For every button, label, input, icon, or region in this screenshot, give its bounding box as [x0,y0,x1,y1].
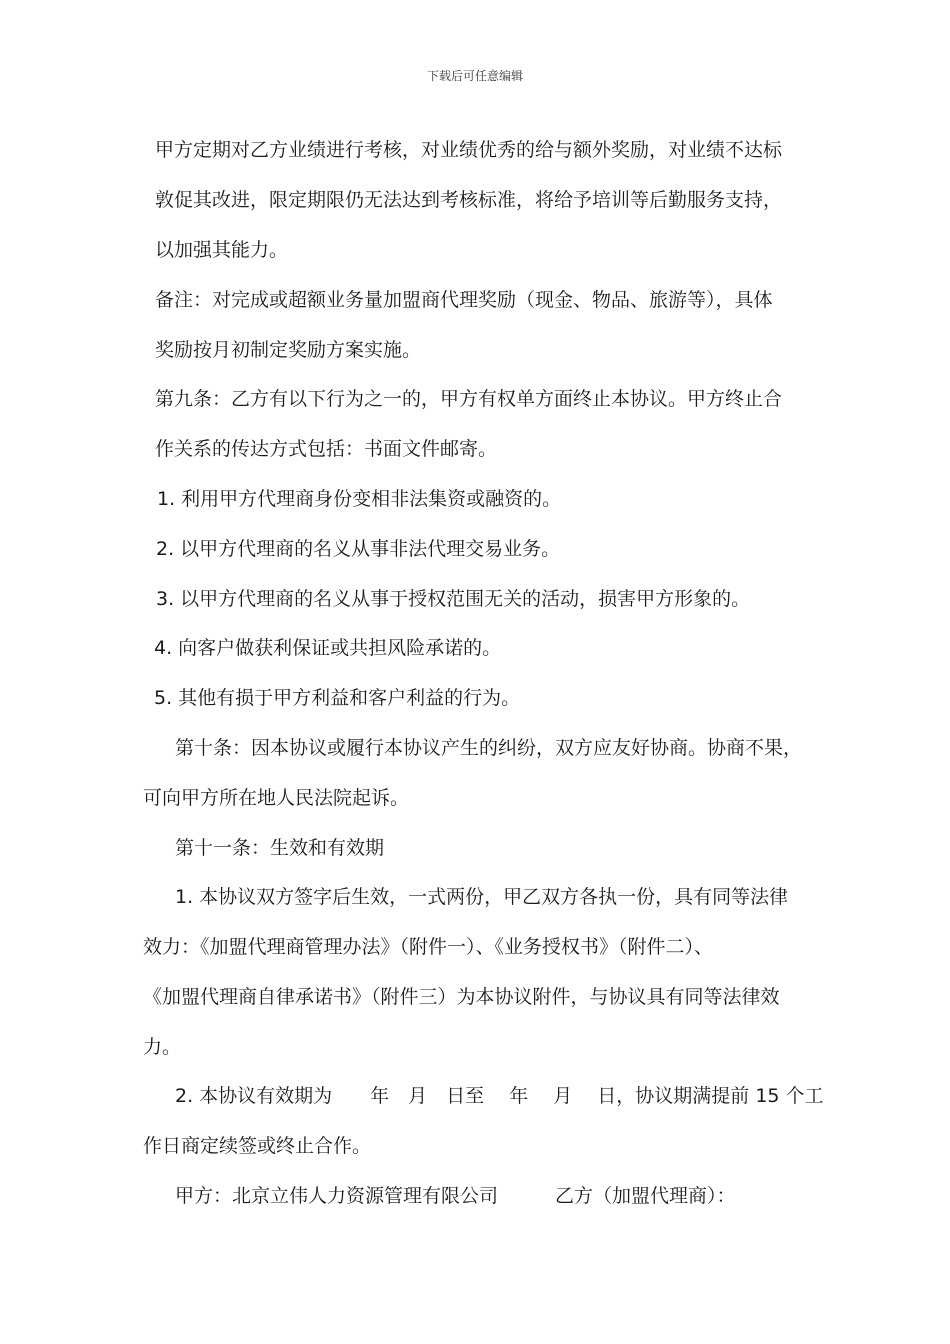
paragraph-line: 以加强其能力。 [155,239,289,261]
list-item: 4. 向客户做获利保证或共担风险承诺的。 [154,637,502,659]
paragraph-line: 力。 [143,1036,182,1058]
section-heading: 第十一条：生效和有效期 [175,837,385,859]
paragraph-line: 《加盟代理商自律承诺书》（附件三）为本协议附件，与协议具有同等法律效 [143,986,780,1008]
list-item: 3. 以甲方代理商的名义从事于授权范围无关的活动，损害甲方形象的。 [156,588,751,610]
paragraph-line: 备注：对完成或超额业务量加盟商代理奖励（现金、物品、旅游等），具体 [155,289,773,311]
paragraph-line: 作关系的传达方式包括：书面文件邮寄。 [155,438,498,460]
paragraph-line: 可向甲方所在地人民法院起诉。 [143,787,410,809]
signature-line: 甲方：北京立伟人力资源管理有限公司 乙方（加盟代理商）： [175,1185,736,1207]
paragraph-line: 第十条：因本协议或履行本协议产生的纠纷，双方应友好协商。协商不果， [175,737,803,759]
paragraph-line: 甲方定期对乙方业绩进行考核，对业绩优秀的给与额外奖励，对业绩不达标 [155,139,783,161]
list-item: 2. 以甲方代理商的名义从事非法代理交易业务。 [156,538,561,560]
paragraph-line: 敦促其改进，限定期限仍无法达到考核标准，将给予培训等后勤服务支持， [155,189,783,211]
list-item: 5. 其他有损于甲方利益和客户利益的行为。 [154,687,521,709]
paragraph-line: 奖励按月初制定奖励方案实施。 [155,339,422,361]
paragraph-line: 作日商定续签或终止合作。 [143,1135,372,1157]
paragraph-line: 第九条：乙方有以下行为之一的，甲方有权单方面终止本协议。甲方终止合 [155,388,783,410]
paragraph-line: 2. 本协议有效期为 年 月 日至 年 月 日，协议期满提前 15 个工 [175,1085,824,1107]
paragraph-line: 1. 本协议双方签字后生效，一式两份，甲乙双方各执一份，具有同等法律 [175,886,789,908]
page-header: 下载后可任意编辑 [426,69,523,83]
list-item: 1. 利用甲方代理商身份变相非法集资或融资的。 [157,488,562,510]
paragraph-line: 效力：《加盟代理商管理办法》（附件一）、《业务授权书》（附件二）、 [143,936,714,958]
